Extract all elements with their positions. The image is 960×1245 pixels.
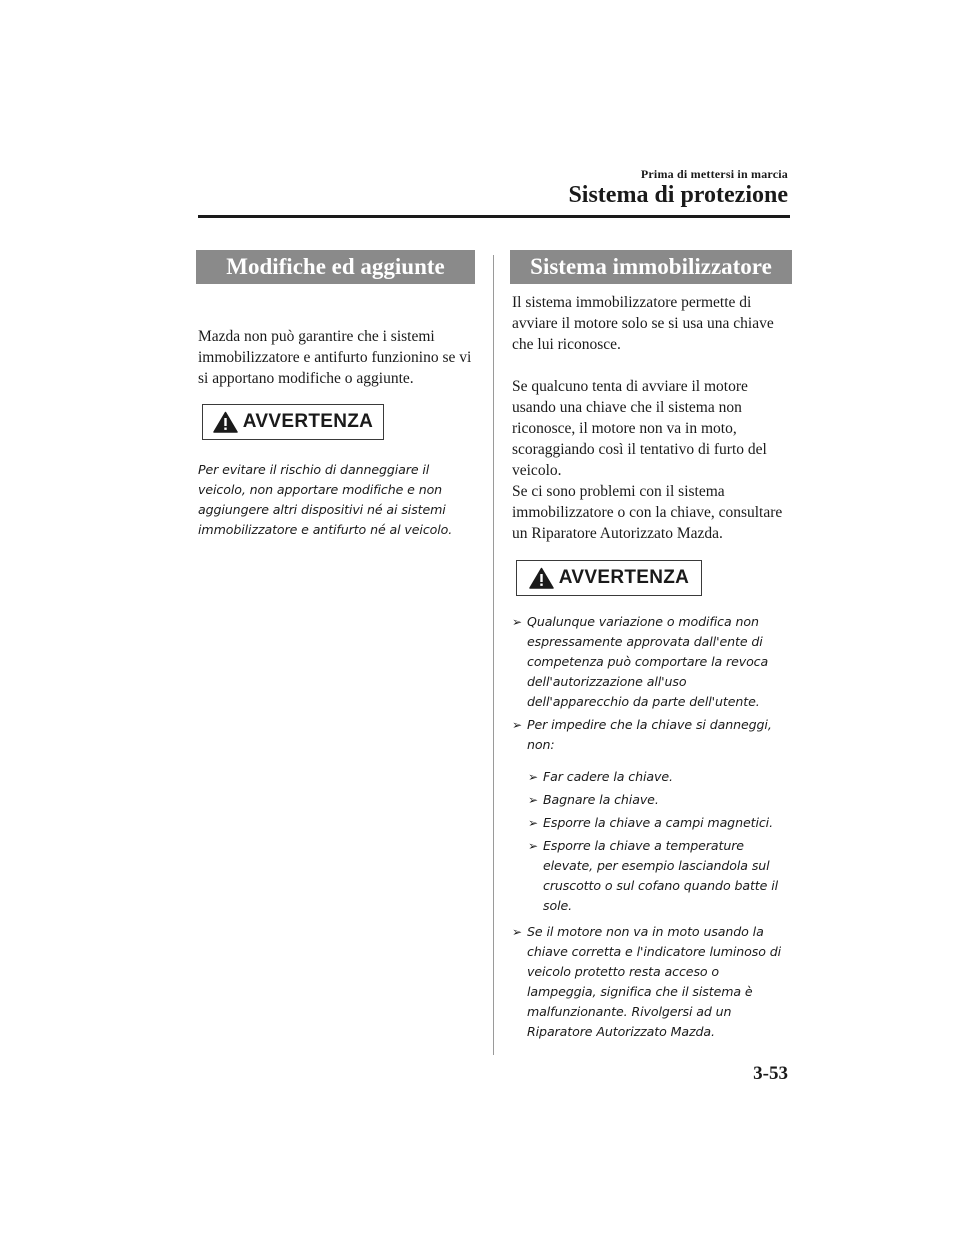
right-column bbox=[512, 250, 790, 1045]
list-item bbox=[512, 715, 790, 755]
arrowhead-bullet-icon: ➢ bbox=[512, 718, 522, 732]
section-title-immobilizzatore: Sistema immobilizzatore bbox=[510, 250, 792, 284]
page-title: Sistema di protezione bbox=[568, 182, 788, 208]
warning-text-left: Per evitare il rischio di danneggiare il veicolo, non apportare modifiche e non aggiungere altri dispositivi né ai sistemi immobilizzatore e antifurto né al veicolo. bbox=[198, 462, 453, 537]
section-title-modifiche: Modifiche ed aggiunte bbox=[196, 250, 475, 284]
warning-bullet-list bbox=[512, 612, 790, 755]
arrowhead-bullet-icon: ➢ bbox=[528, 839, 538, 853]
arrowhead-bullet-icon: ➢ bbox=[528, 816, 538, 830]
warning-triangle-icon bbox=[213, 411, 238, 433]
list-item bbox=[528, 836, 790, 916]
left-paragraph: Mazda non può garantire che i sistemi immobilizzatore e antifurto funzionino se vi si apportano modifiche o aggiunte. bbox=[198, 328, 472, 387]
header-rule bbox=[198, 215, 790, 218]
right-paragraph-2: Se qualcuno tenta di avviare il motore usando una chiave che il sistema non riconosce, il motore non va in moto, scoraggiando così il tentativo di furto del veicolo. bbox=[512, 378, 767, 479]
arrowhead-bullet-icon: ➢ bbox=[512, 615, 522, 629]
bullet-text: Se il motore non va in moto usando la chiave corretta e l'indicatore luminoso di veicolo protetto resta acceso o lampeggia, significa che il sistema è malfunzionante. Rivolgersi ad un Riparatore Autorizzato Mazda. bbox=[527, 924, 782, 1039]
column-divider bbox=[493, 255, 494, 1055]
warning-box-right bbox=[516, 560, 702, 596]
arrowhead-bullet-icon: ➢ bbox=[512, 925, 522, 939]
sub-bullet-text: Esporre la chiave a temperature elevate, per esempio lasciandola sul cruscotto o sul cofano quando batte il sole. bbox=[543, 838, 778, 913]
sub-bullet-text: Far cadere la chiave. bbox=[543, 769, 673, 784]
list-item bbox=[528, 767, 790, 787]
bullet-text: Per impedire che la chiave si danneggi, non: bbox=[527, 717, 772, 752]
warning-label: AVVERTENZA bbox=[242, 411, 374, 432]
warning-bullet-list-end bbox=[512, 922, 790, 1042]
list-item bbox=[528, 790, 790, 810]
right-paragraph-3: Se ci sono problemi con il sistema immobilizzatore o con la chiave, consultare un Riparatore Autorizzato Mazda. bbox=[512, 483, 783, 542]
arrowhead-bullet-icon: ➢ bbox=[528, 770, 538, 784]
sub-bullet-text: Esporre la chiave a campi magnetici. bbox=[543, 815, 773, 830]
list-item bbox=[512, 922, 790, 1042]
bullet-text: Qualunque variazione o modifica non espressamente approvata dall'ente di competenza può comportare la revoca dell'autorizzazione all'uso dell'apparecchio da parte dell'utente. bbox=[527, 614, 769, 709]
right-paragraph-1: Il sistema immobilizzatore permette di avviare il motore solo se si usa una chiave che lui riconosce. bbox=[512, 294, 774, 353]
list-item bbox=[512, 612, 790, 712]
sub-bullet-text: Bagnare la chiave. bbox=[543, 792, 659, 807]
page-number: 3-53 bbox=[753, 1063, 788, 1084]
warning-label: AVVERTENZA bbox=[558, 567, 690, 588]
list-item bbox=[528, 813, 790, 833]
sub-bullet-list bbox=[528, 767, 790, 916]
arrowhead-bullet-icon: ➢ bbox=[528, 793, 538, 807]
header-subtitle: Prima di mettersi in marcia bbox=[640, 167, 788, 181]
warning-triangle-icon bbox=[529, 567, 554, 589]
warning-box-left bbox=[202, 404, 384, 440]
left-column bbox=[198, 250, 473, 540]
